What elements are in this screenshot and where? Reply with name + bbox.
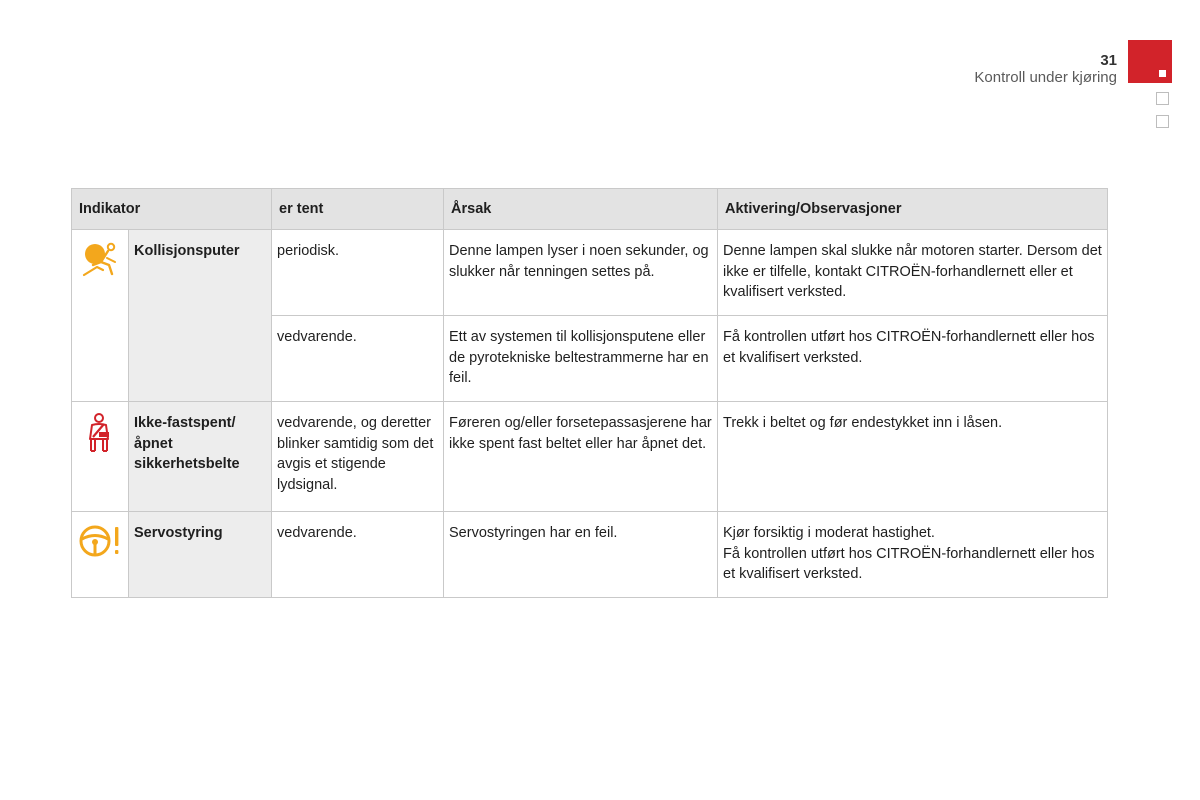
indicator-icon-cell [72,512,129,598]
page-number: 31 [1100,52,1117,69]
chapter-tab-marker [1159,70,1166,77]
action-cell [718,512,1108,598]
chapter-tab-inactive [1156,92,1169,105]
action-line: Få kontrollen utført hos CITROËN-forhandlernett eller hos et kvalifisert verksted. [723,545,1095,582]
cause-cell: Denne lampen lyser i noen sekunder, og slukker når tenningen settes på. [444,230,718,316]
cause-cell: Ett av systemen til kollisjonsputene eller de pyrotekniske beltestrammerne har en feil. [444,316,718,402]
warning-lights-table [71,188,1108,598]
column-header-cause: Årsak [444,189,718,230]
indicator-icon-cell [72,402,129,512]
section-title: Kontroll under kjøring [974,69,1117,86]
indicator-name-power-steering: Servostyring [129,512,272,598]
column-header-lit: er tent [272,189,444,230]
indicator-icon-cell [72,230,129,402]
cause-cell: Servostyringen har en feil. [444,512,718,598]
airbag-warning-icon [77,241,123,279]
cause-cell: Føreren og/eller forsetepassasjerene har ikke spent fast beltet eller har åpnet det. [444,402,718,512]
indicator-name-seatbelt: Ikke-fastspent/ åpnet sikkerhetsbelte [129,402,272,512]
lit-cell: periodisk. [272,230,444,316]
action-cell: Få kontrollen utført hos CITROËN-forhandlernett eller hos et kvalifisert verksted. [718,316,1108,402]
table-row [72,512,1108,598]
lit-cell: vedvarende. [272,512,444,598]
seatbelt-warning-icon [77,413,123,455]
chapter-tab-inactive [1156,115,1169,128]
action-line: Kjør forsiktig i moderat hastighet. [723,525,935,541]
table-header-row [72,189,1108,230]
power-steering-warning-icon [77,523,123,559]
lit-cell: vedvarende. [272,316,444,402]
table-row [72,230,1108,316]
indicator-name-airbag: Kollisjonsputer [129,230,272,402]
action-cell: Denne lampen skal slukke når motoren starter. Dersom det ikke er tilfelle, kontakt CITROËN-forhandlernett eller et kvalifisert verksted. [718,230,1108,316]
action-cell: Trekk i beltet og før endestykket inn i låsen. [718,402,1108,512]
chapter-tab-active [1128,40,1172,83]
lit-cell: vedvarende, og deretter blinker samtidig som det avgis et stigende lydsignal. [272,402,444,512]
column-header-action: Aktivering/Observasjoner [718,189,1108,230]
table-row [72,402,1108,512]
column-header-indicator: Indikator [72,189,272,230]
